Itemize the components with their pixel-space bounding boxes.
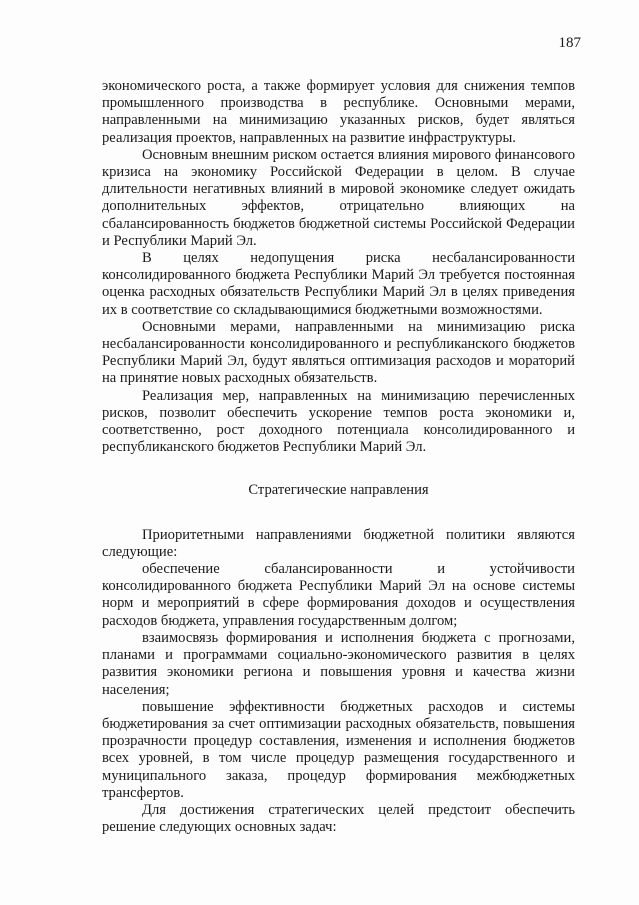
paragraph: Для достижения стратегических целей предстоит обеспечить решение следующих основных задач: [102, 801, 575, 836]
paragraph: В целях недопущения риска несбалансированности консолидированного бюджета Республики Марий Эл требуется постоянная оценка расходных обязательств Республики Марий Эл в целях приведения их в соответствие со складывающимися бюджетными возможностями. [102, 250, 575, 318]
body-text [102, 78, 575, 836]
paragraph: Реализация мер, направленных на минимизацию перечисленных рисков, позволит обеспечить ускорение темпов роста экономики и, соответственно, рост доходного потенциала консолидированного и республиканского бюджетов Республики Марий Эл. [102, 387, 575, 456]
paragraph: Основными мерами, направленными на минимизацию риска несбалансированности консолидированного и республиканского бюджетов Республики Марий Эл, будут являться оптимизация расходов и мораторий на принятие новых расходных обязательств. [102, 318, 575, 387]
paragraph: повышение эффективности бюджетных расходов и системы бюджетирования за счет оптимизации расходных обязательств, повышения прозрачности процедур составления, изменения и исполнения бюджетов всех уровней, в том числе процедур размещения государственного и муниципального заказа, процедур формирования межбюджетных трансфертов. [102, 698, 575, 801]
paragraph: обеспечение сбалансированности и устойчивости консолидированного бюджета Республики Марий Эл на основе системы норм и мероприятий в сфере формирования доходов и осуществления расходов бюджета, управления государственным долгом; [102, 561, 575, 629]
paragraph: Приоритетными направлениями бюджетной политики являются следующие: [102, 526, 575, 560]
section-heading: Стратегические направления [248, 482, 429, 499]
paragraph: взаимосвязь формирования и исполнения бюджета с прогнозами, планами и программами социально-экономического развития в целях развития экономики региона и повышения уровня и качества жизни населения; [102, 629, 575, 698]
paragraph: экономического роста, а также формирует условия для снижения темпов промышленного производства в республике. Основными мерами, направленными на минимизацию указанных рисков, будет являться реализация проектов, направленных на развитие инфраструктуры. [102, 78, 575, 146]
page-number: 187 [558, 35, 581, 51]
paragraph: Основным внешним риском остается влияния мирового финансового кризиса на экономику Российской Федерации в целом. В случае длительности негативных влияний в мировой экономике следует ожидать дополнительных эффектов, отрицательно влияющих на сбалансированность бюджетов бюджетной системы Российской Федерации и Республики Марий Эл. [102, 146, 575, 249]
